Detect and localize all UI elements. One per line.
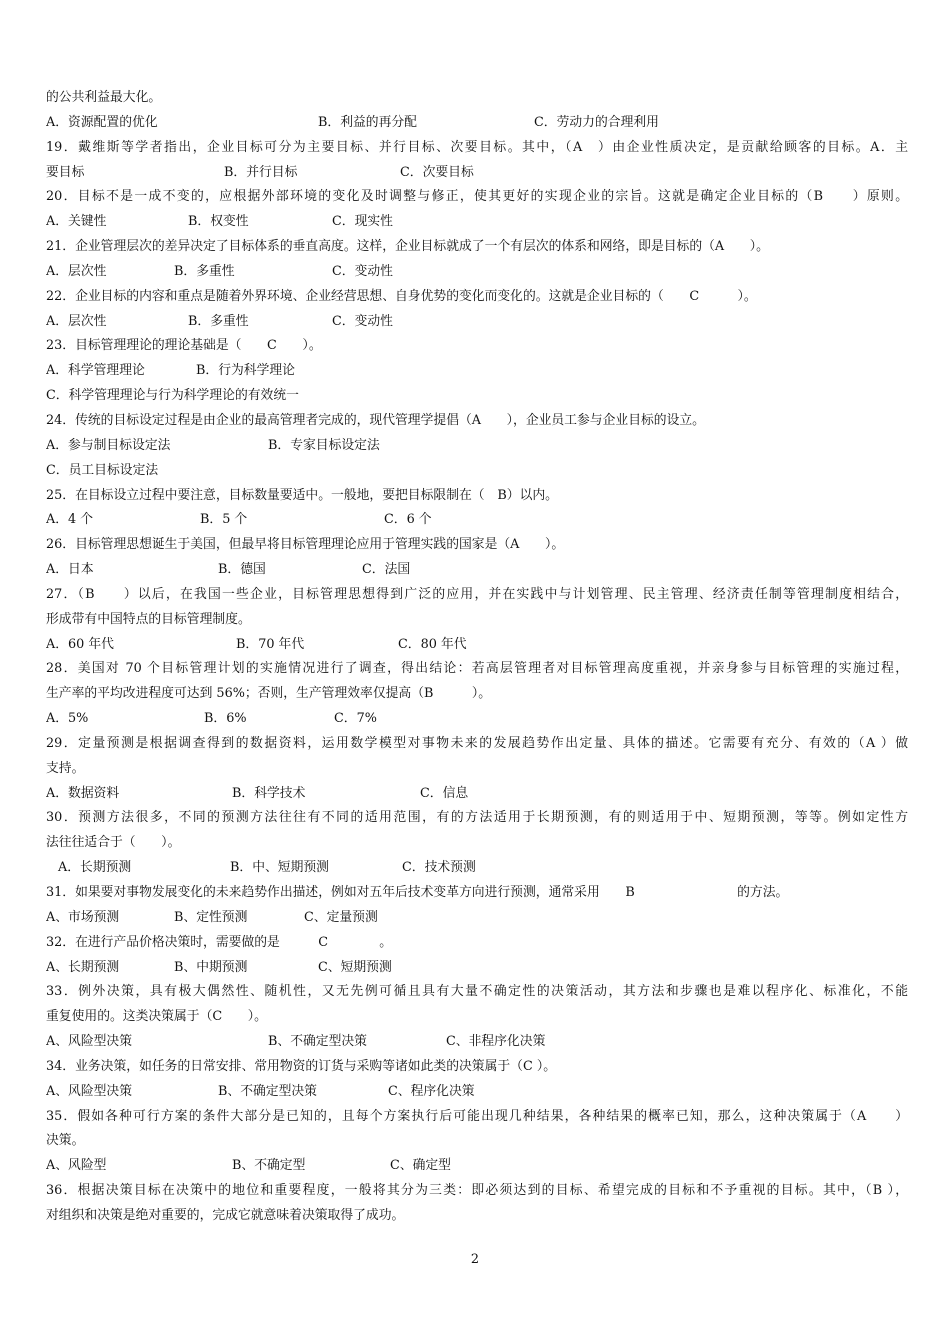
answer-option: A、风险型 (46, 1158, 107, 1174)
answer-option: B．德国 (218, 562, 266, 578)
answer-options (46, 1030, 908, 1055)
answer-option: C、短期预测 (318, 959, 392, 975)
text-line: 34．业务决策，如任务的日常安排、常用物资的订货与采购等诸如此类的决策属于（C ）。 (46, 1058, 557, 1074)
text-line: 21．企业管理层次的差异决定了目标体系的垂直高度。这样，企业目标就成了一个有层次的体系和网络，即是目标的（A ）。 (46, 239, 769, 255)
text-line: 决策。 (46, 1133, 85, 1149)
answer-options (46, 906, 908, 931)
text-line: 法往往适合于（ ）。 (46, 835, 181, 851)
answer-option: A．4 个 (46, 512, 94, 528)
answer-option: B、中期预测 (174, 959, 248, 975)
page-number: 2 (470, 1252, 480, 1267)
answer-option: C．变动性 (332, 313, 393, 329)
answer-option: A．5% (46, 711, 89, 727)
answer-option: C．劳动力的合理利用 (534, 114, 659, 130)
answer-options (46, 782, 908, 807)
answer-option: B．中、短期预测 (230, 860, 329, 876)
answer-option: B．利益的再分配 (318, 114, 417, 130)
text-line: 36．根据决策目标在决策中的地位和重要程度，一般将其分为三类：即必须达到的目标、希望完成的目标和不予重视的目标。其中，（B ）， (46, 1183, 908, 1199)
answer-option: A．参与制目标设定法 (46, 437, 171, 453)
answer-option: B、不确定型决策 (268, 1034, 367, 1050)
text-line: 26．目标管理思想诞生于美国，但最早将目标管理理论应用于管理实践的国家是（A ）。 (46, 537, 565, 553)
text-line: 29．定量预测是根据调查得到的数据资料，运用数学模型对事物未来的发展趋势作出定量、具体的描述。它需要有充分、有效的（A ）做 (46, 735, 908, 751)
answer-option: B．并行目标 (224, 164, 298, 180)
answer-options (46, 633, 908, 658)
answer-option: C．6 个 (384, 512, 432, 528)
answer-option: C．现实性 (332, 214, 393, 230)
answer-options (46, 558, 908, 583)
answer-option: C．法国 (362, 562, 411, 578)
answer-option: A．数据资料 (46, 785, 120, 801)
answer-option: A、风险型决策 (46, 1034, 133, 1050)
text-line: 35．假如各种可行方案的条件大部分是已知的，且每个方案执行后可能出现几种结果，各种结果的概率已知，那么，这种决策属于（A ） (46, 1108, 908, 1124)
text-line: 生产率的平均改进程度可达到 56%；否则，生产管理效率仅提高（B ）。 (46, 686, 492, 702)
text-line: 32．在进行产品价格决策时，需要做的是 C 。 (46, 934, 392, 950)
answer-option: A．60 年代 (46, 636, 114, 652)
answer-option: B、不确定型决策 (218, 1083, 317, 1099)
text-line: 重复使用的。这类决策属于（C ）。 (46, 1009, 267, 1025)
answer-option: B．科学技术 (232, 785, 306, 801)
answer-option: A．长期预测 (58, 860, 132, 876)
answer-option: A．层次性 (46, 313, 107, 329)
answer-option: A．层次性 (46, 263, 107, 279)
answer-option: C．次要目标 (400, 164, 474, 180)
answer-options (46, 260, 908, 285)
answer-option: C．信息 (420, 785, 469, 801)
answer-option: A．关键性 (46, 214, 107, 230)
answer-options (46, 161, 908, 186)
answer-option: C、确定型 (390, 1158, 451, 1174)
text-line: 对组织和决策是绝对重要的，完成它就意味着决策取得了成功。 (46, 1207, 405, 1223)
text-line: 30．预测方法很多，不同的预测方法往往有不同的适用范围，有的方法适用于长期预测，有的则适用于中、短期预测，等等。例如定性方 (46, 810, 908, 826)
answer-option: B．权变性 (188, 214, 249, 230)
answer-option: B．6% (204, 711, 247, 727)
answer-option: A、长期预测 (46, 959, 120, 975)
answer-options (46, 434, 908, 459)
text-line: 23．目标管理理论的理论基础是（ C ）。 (46, 338, 322, 354)
text-line: C．员工目标设定法 (46, 462, 159, 478)
answer-options (46, 508, 908, 533)
answer-option: B．行为科学理论 (196, 363, 295, 379)
answer-option: C、非程序化决策 (446, 1034, 546, 1050)
text-line: 28．美国对 70 个目标管理计划的实施情况进行了调查，得出结论：若高层管理者对目标管理高度重视，并亲身参与目标管理的实施过程， (46, 661, 908, 677)
answer-options (46, 1080, 908, 1105)
answer-option: A、风险型决策 (46, 1083, 133, 1099)
answer-option: A．日本 (46, 562, 94, 578)
question-list (46, 86, 908, 1229)
answer-option: B．多重性 (174, 263, 235, 279)
answer-options (46, 359, 908, 384)
answer-options (46, 856, 908, 881)
text-line: C．科学管理理论与行为科学理论的有效统一 (46, 388, 299, 404)
text-line: 的公共利益最大化。 (46, 90, 162, 105)
answer-option: B．70 年代 (236, 636, 305, 652)
answer-option: C．80 年代 (398, 636, 467, 652)
answer-options (46, 111, 908, 136)
answer-options (46, 310, 908, 335)
answer-option: C、程序化决策 (388, 1083, 475, 1099)
answer-option: B．多重性 (188, 313, 249, 329)
text-line: 24．传统的目标设定过程是由企业的最高管理者完成的，现代管理学提倡（A ），企业员工参与企业目标的设立。 (46, 412, 705, 428)
answer-option: C、定量预测 (304, 909, 378, 925)
answer-option: A、市场预测 (46, 909, 120, 925)
answer-option: B．专家目标设定法 (268, 437, 380, 453)
text-line: 形成带有中国特点的目标管理制度。 (46, 611, 251, 627)
text-line: 支持。 (46, 760, 85, 776)
text-line: 19．戴维斯等学者指出，企业目标可分为主要目标、并行目标、次要目标。其中，（A ）由企业性质决定，是贡献给顾客的目标。A．主 (46, 139, 908, 155)
answer-options (46, 956, 908, 981)
answer-options (46, 1154, 908, 1179)
text-line: 27．（B ）以后，在我国一些企业，目标管理思想得到广泛的应用，并在实践中与计划管理、民主管理、经济责任制等管理制度相结合， (46, 586, 908, 602)
text-line: 33．例外决策，具有极大偶然性、随机性，又无先例可循且具有大量不确定性的决策活动，其方法和步骤也是难以程序化、标准化，不能 (46, 984, 908, 1000)
answer-option: B．5 个 (200, 512, 248, 528)
text-line: 25．在目标设立过程中要注意，目标数量要适中。一般地，要把目标限制在（ B）以内。 (46, 487, 558, 503)
answer-option: C．技术预测 (402, 860, 476, 876)
answer-option: 要目标 (46, 164, 85, 180)
answer-option: B、不确定型 (232, 1158, 306, 1174)
text-line: 22．企业目标的内容和重点是随着外界环境、企业经营思想、自身优势的变化而变化的。这就是企业目标的（ C ）。 (46, 288, 757, 304)
answer-options (46, 210, 908, 235)
answer-option: B、定性预测 (174, 909, 248, 925)
answer-options (46, 707, 908, 732)
text-line: 31．如果要对事物发展变化的未来趋势作出描述，例如对五年后技术变革方向进行预测，通常采用 B 的方法。 (46, 885, 789, 900)
text-line: 20．目标不是一成不变的，应根据外部环境的变化及时调整与修正，使其更好的实现企业的宗旨。这就是确定企业目标的（B ）原则。 (46, 189, 908, 205)
answer-option: A．科学管理理论 (46, 363, 145, 379)
answer-option: C．7% (334, 711, 377, 727)
answer-option: C．变动性 (332, 263, 393, 279)
answer-option: A．资源配置的优化 (46, 114, 158, 130)
